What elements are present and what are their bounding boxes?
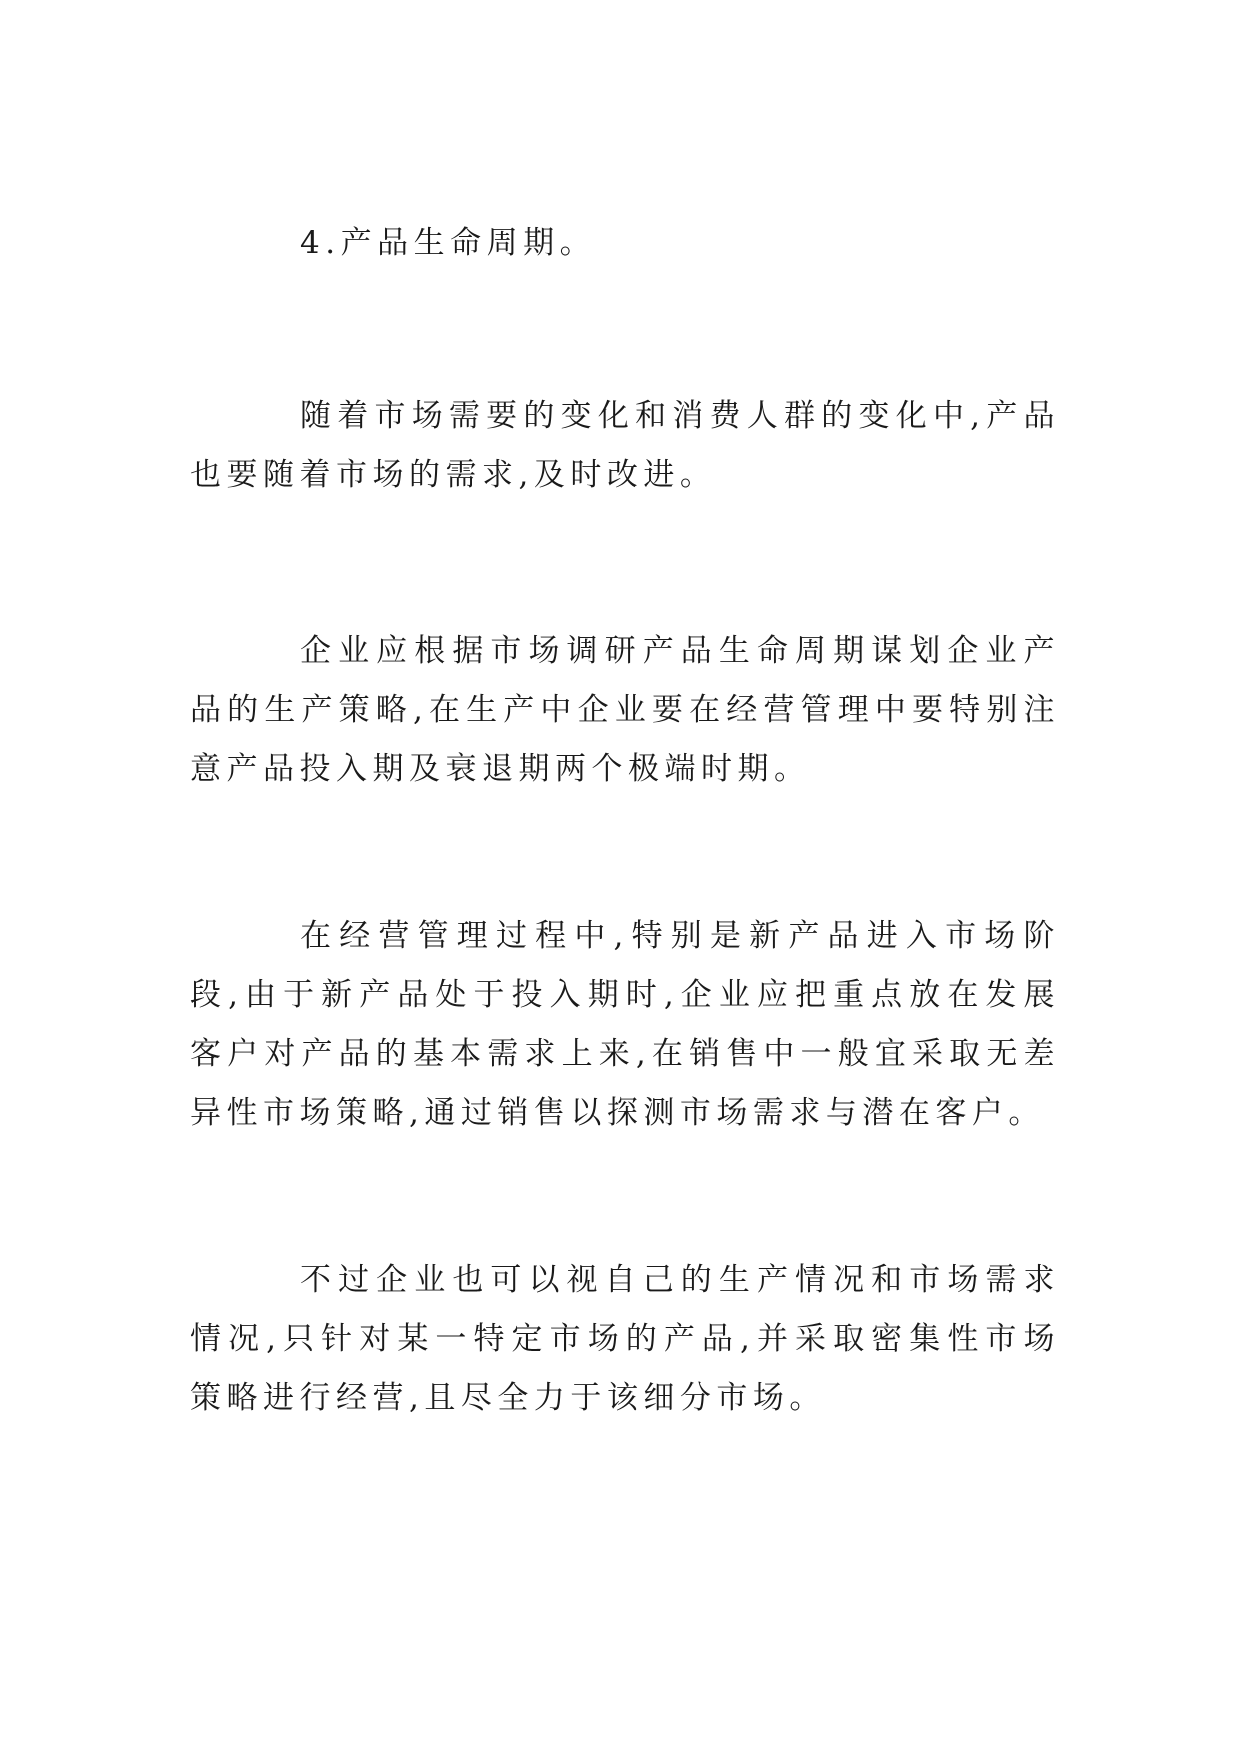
section-heading: 4.产品生命周期。 <box>300 225 597 261</box>
paragraph: 企业应根据市场调研产品生命周期谋划企业产品的生产策略,在生产中企业要在经营管理中要特别注意产品投入期及衰退期两个极端时期。 <box>190 633 1060 787</box>
paragraph: 在经营管理过程中,特别是新产品进入市场阶段,由于新产品处于投入期时,企业应把重点放在发展客户对产品的基本需求上来,在销售中一般宜采取无差异性市场策略,通过销售以探测市场需求与潜在客户。 <box>190 918 1060 1131</box>
paragraph: 不过企业也可以视自己的生产情况和市场需求情况,只针对某一特定市场的产品,并采取密集性市场策略进行经营,且尽全力于该细分市场。 <box>190 1262 1060 1416</box>
paragraph: 随着市场需要的变化和消费人群的变化中,产品也要随着市场的需求,及时改进。 <box>190 398 1060 493</box>
